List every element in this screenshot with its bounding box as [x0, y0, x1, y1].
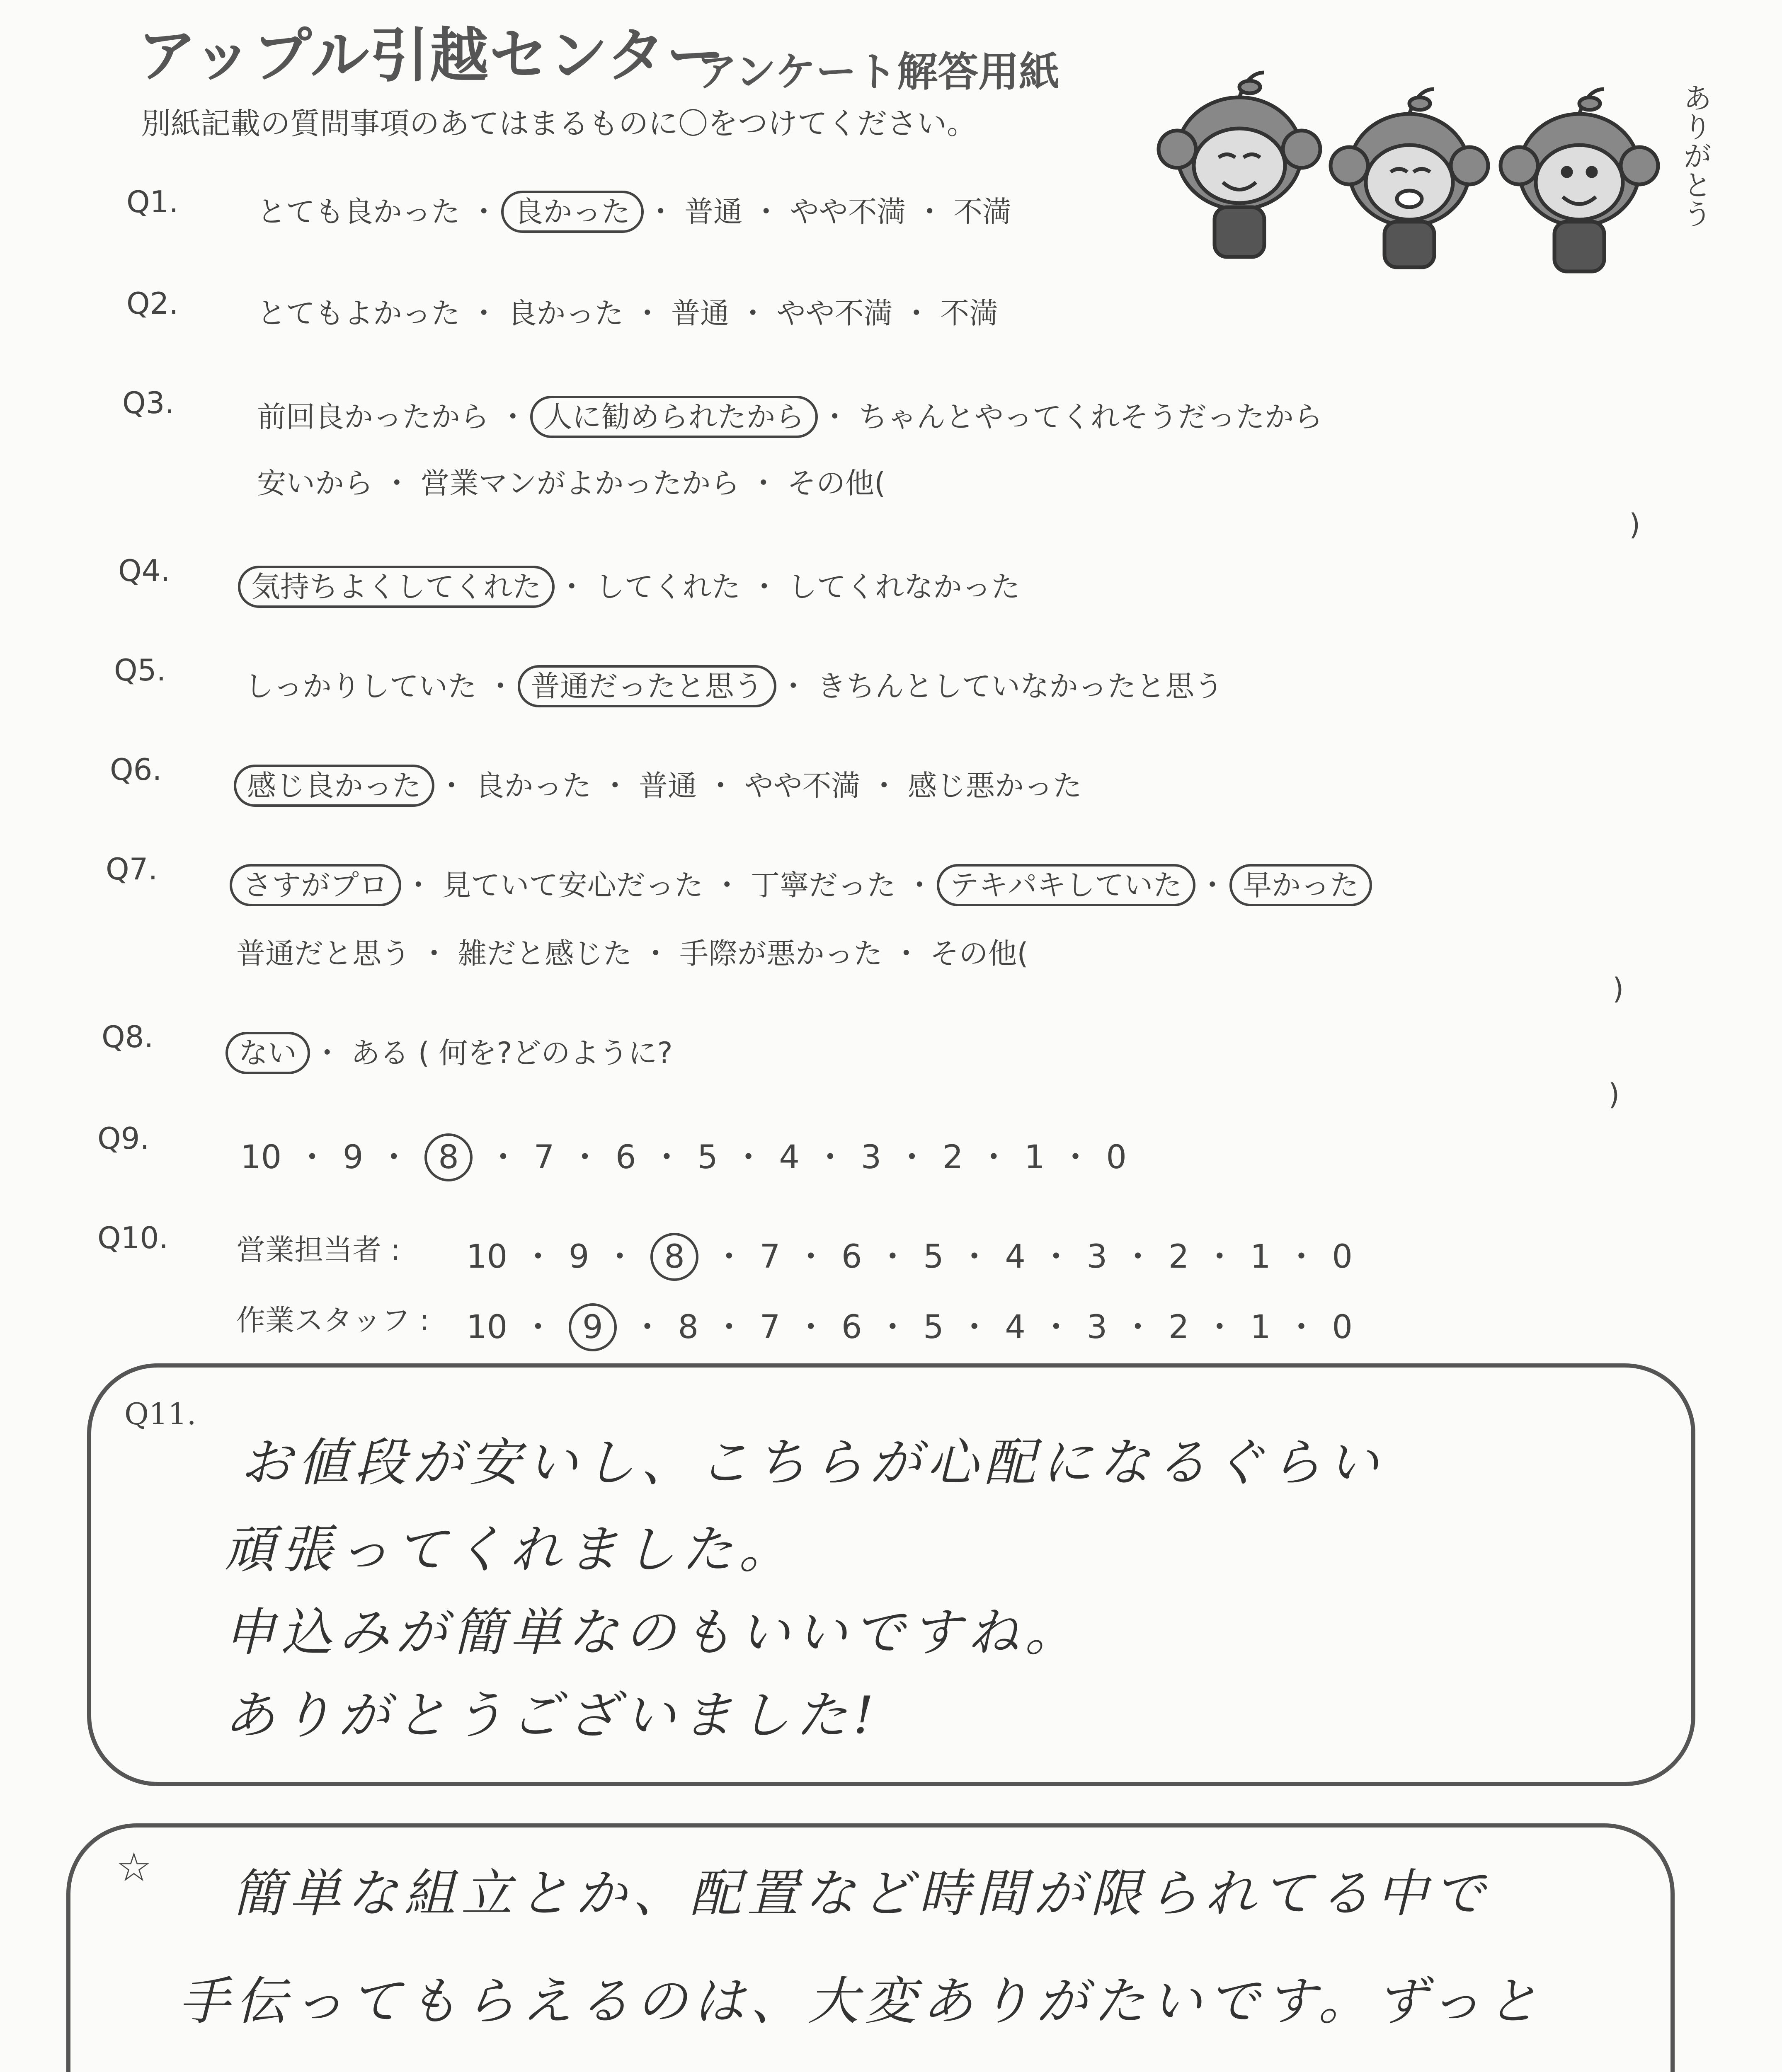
q7-option-selected[interactable]: さすがプロ	[230, 864, 401, 906]
q3-close-paren: )	[1629, 508, 1641, 542]
q9-score[interactable]: 5	[697, 1139, 718, 1176]
q9-score[interactable]: 0	[1106, 1139, 1127, 1176]
q1-option-selected[interactable]: 良かった	[501, 191, 644, 233]
q2-option[interactable]: とてもよかった	[257, 296, 460, 330]
q10-staff-score-selected[interactable]: 9	[569, 1303, 617, 1351]
q7-close-paren: )	[1612, 972, 1624, 1006]
q7-options-line1: さすがプロ ・ 見ていて安心だった ・ 丁寧だった ・ テキパキしていた ・ 早かった	[236, 862, 1365, 904]
q10-sales-score[interactable]: 6	[841, 1238, 862, 1276]
q9-score[interactable]: 4	[779, 1139, 800, 1176]
star-icon: ☆	[116, 1844, 152, 1890]
q3-option[interactable]: ちゃんとやってくれそうだったから	[858, 400, 1323, 434]
q10-sales-score[interactable]: 9	[568, 1238, 589, 1276]
q8-close-paren: )	[1608, 1077, 1620, 1111]
q10-staff-score[interactable]: 10	[466, 1309, 508, 1346]
q7-options-line2: 普通だと思う ・ 雑だと感じた ・ 手際が悪かった ・ その他(	[236, 937, 1028, 971]
q10-staff-score[interactable]: 8	[678, 1309, 699, 1346]
monkey-icon	[1331, 89, 1488, 267]
q10-sales-label: 営業担当者 :	[236, 1233, 400, 1267]
q5-options: しっかりしていた ・ 普通だったと思う ・ きちんとしていなかったと思う	[245, 663, 1223, 705]
monkey-icon	[1159, 73, 1320, 257]
q8-options: ない ・ ある ( 何を?どのように?	[232, 1030, 673, 1072]
q6-option[interactable]: 普通	[639, 769, 697, 803]
q11-comment-line: お値段が安いし、こちらが心配になるぐらい	[240, 1433, 1385, 1493]
q10-sales-score[interactable]: 1	[1250, 1238, 1271, 1276]
q10-sales-score[interactable]: 7	[759, 1238, 781, 1276]
q10-staff-score[interactable]: 0	[1332, 1309, 1353, 1346]
page-subtitle: アンケート解答用紙	[696, 48, 1060, 96]
q1-number: Q1.	[126, 184, 179, 219]
q3-option[interactable]: 前回良かったから	[257, 400, 489, 434]
extra-comment-line	[182, 2068, 1481, 2072]
q7-option-selected[interactable]: 早かった	[1229, 864, 1372, 906]
q11-comment-line: 申込みが簡単なのもいいですね。	[224, 1603, 1082, 1663]
q9-score[interactable]: 6	[615, 1139, 636, 1176]
q8-option[interactable]: ある ( 何を?どのように?	[351, 1036, 673, 1070]
q4-option-selected[interactable]: 気持ちよくしてくれた	[238, 566, 555, 608]
q9-score[interactable]: 7	[533, 1139, 555, 1176]
q4-number: Q4.	[118, 553, 170, 588]
q10-number: Q10.	[97, 1220, 169, 1255]
q10-staff-score[interactable]: 5	[923, 1309, 944, 1346]
q3-option-other[interactable]: その他(	[787, 466, 886, 500]
q7-option[interactable]: 雑だと感じた	[458, 937, 632, 971]
q1-option[interactable]: 普通	[684, 195, 743, 229]
monkey-mascot-illustration	[1144, 62, 1716, 278]
q9-score[interactable]: 2	[942, 1139, 963, 1176]
q10-staff-score[interactable]: 4	[1005, 1309, 1026, 1346]
q6-option[interactable]: 感じ悪かった	[908, 769, 1082, 803]
q4-option[interactable]: してくれた	[595, 570, 741, 604]
q10-staff-score[interactable]: 1	[1250, 1309, 1271, 1346]
q10-staff-score[interactable]: 2	[1168, 1309, 1189, 1346]
q6-option-selected[interactable]: 感じ良かった	[234, 765, 434, 807]
q2-option[interactable]: 不満	[940, 296, 999, 330]
q10-staff-label: 作業スタッフ :	[236, 1303, 429, 1337]
page-title: アップル引越センター	[138, 22, 726, 90]
q10-staff-score[interactable]: 3	[1086, 1309, 1108, 1346]
q9-score[interactable]: 9	[342, 1139, 364, 1176]
q7-option[interactable]: 丁寧だった	[751, 868, 896, 902]
q11-comment-line: ありがとうございました!	[224, 1686, 880, 1745]
q1-options: とても良かった ・ 良かった ・ 普通 ・ やや不満 ・ 不満	[257, 189, 1011, 230]
q2-option[interactable]: やや不満	[776, 296, 893, 330]
q9-score[interactable]: 10	[240, 1139, 282, 1176]
q10-sales-score-selected[interactable]: 8	[650, 1233, 698, 1281]
q2-number: Q2.	[126, 286, 179, 321]
q7-option[interactable]: 見ていて安心だった	[442, 868, 703, 902]
monkey-icon	[1501, 89, 1658, 271]
q2-options: とてもよかった ・ 良かった ・ 普通 ・ やや不満 ・ 不満	[257, 296, 999, 330]
q3-option[interactable]: 安いから	[257, 466, 373, 500]
q3-option-selected[interactable]: 人に勧められたから	[530, 396, 818, 438]
q4-option[interactable]: してくれなかった	[788, 570, 1021, 604]
q10-staff-scale: 10 ・ 9 ・ 8 ・ 7 ・ 6 ・ 5 ・ 4 ・ 3 ・ 2 ・ 1 ・ 0	[466, 1301, 1353, 1348]
q11-comment-line: 頑張ってくれました。	[224, 1520, 796, 1580]
q4-options: 気持ちよくしてくれた ・ してくれた ・ してくれなかった	[245, 564, 1020, 605]
q1-option[interactable]: 不満	[953, 195, 1012, 229]
q2-option[interactable]: 良かった	[507, 296, 624, 330]
q3-options-line1: 前回良かったから ・ 人に勧められたから ・ ちゃんとやってくれそうだったから	[257, 394, 1323, 436]
extra-comment-line: 簡単な組立とか、配置など時間が限られてる中で	[232, 1864, 1491, 1924]
q3-option[interactable]: 営業マンがよかったから	[420, 466, 740, 500]
q10-sales-score[interactable]: 4	[1005, 1238, 1026, 1276]
q10-sales-score[interactable]: 3	[1086, 1238, 1108, 1276]
q11-number: Q11.	[124, 1397, 196, 1431]
q9-score[interactable]: 1	[1024, 1139, 1045, 1176]
q8-number: Q8.	[102, 1019, 154, 1054]
q7-number: Q7.	[106, 852, 158, 886]
q7-option-selected[interactable]: テキパキしていた	[937, 864, 1195, 906]
q10-sales-score[interactable]: 2	[1168, 1238, 1189, 1276]
q7-option[interactable]: 普通だと思う	[236, 937, 410, 971]
q6-number: Q6.	[110, 752, 162, 787]
q5-option-selected[interactable]: 普通だったと思う	[518, 665, 776, 707]
q1-option[interactable]: やや不満	[790, 195, 906, 229]
q10-staff-score[interactable]: 6	[841, 1309, 862, 1346]
q10-sales-score[interactable]: 5	[923, 1238, 944, 1276]
q8-option-selected[interactable]: ない	[225, 1032, 310, 1074]
q7-option[interactable]: 手際が悪かった	[679, 937, 883, 971]
instruction-text: 別紙記載の質問事項のあてはまるものに〇をつけてください。	[141, 106, 977, 141]
q5-option[interactable]: きちんとしていなかったと思う	[817, 669, 1224, 703]
q1-option[interactable]: とても良かった	[257, 195, 460, 229]
q3-options-line2: 安いから ・ 営業マンがよかったから ・ その他(	[257, 466, 886, 500]
q5-option[interactable]: しっかりしていた	[245, 669, 477, 703]
q6-option[interactable]: 良かった	[475, 769, 592, 803]
mascot-thanks-text: ありがとう	[1678, 83, 1712, 228]
q7-option-other[interactable]: その他(	[930, 937, 1028, 971]
q6-option[interactable]: やや不満	[744, 769, 861, 803]
q10-sales-scale: 10 ・ 9 ・ 8 ・ 7 ・ 6 ・ 5 ・ 4 ・ 3 ・ 2 ・ 1 ・ 0	[466, 1231, 1353, 1277]
q10-staff-score[interactable]: 7	[759, 1309, 781, 1346]
q5-number: Q5.	[114, 653, 166, 687]
q9-number: Q9.	[97, 1121, 150, 1156]
q6-options: 感じ良かった ・ 良かった ・ 普通 ・ やや不満 ・ 感じ悪かった	[240, 762, 1082, 804]
q3-number: Q3.	[122, 385, 175, 420]
q9-score-selected[interactable]: 8	[424, 1133, 473, 1181]
q10-sales-score[interactable]: 10	[466, 1238, 508, 1276]
q2-option[interactable]: 普通	[671, 296, 730, 330]
q9-scale: 10 ・ 9 ・ 8 ・ 7 ・ 6 ・ 5 ・ 4 ・ 3 ・ 2 ・ 1 ・ 0	[240, 1131, 1127, 1178]
q9-score[interactable]: 3	[861, 1139, 882, 1176]
q10-sales-score[interactable]: 0	[1332, 1238, 1353, 1276]
extra-comment-line: 手伝ってもらえるのは、大変ありがたいです。ずっと	[178, 1972, 1544, 2031]
